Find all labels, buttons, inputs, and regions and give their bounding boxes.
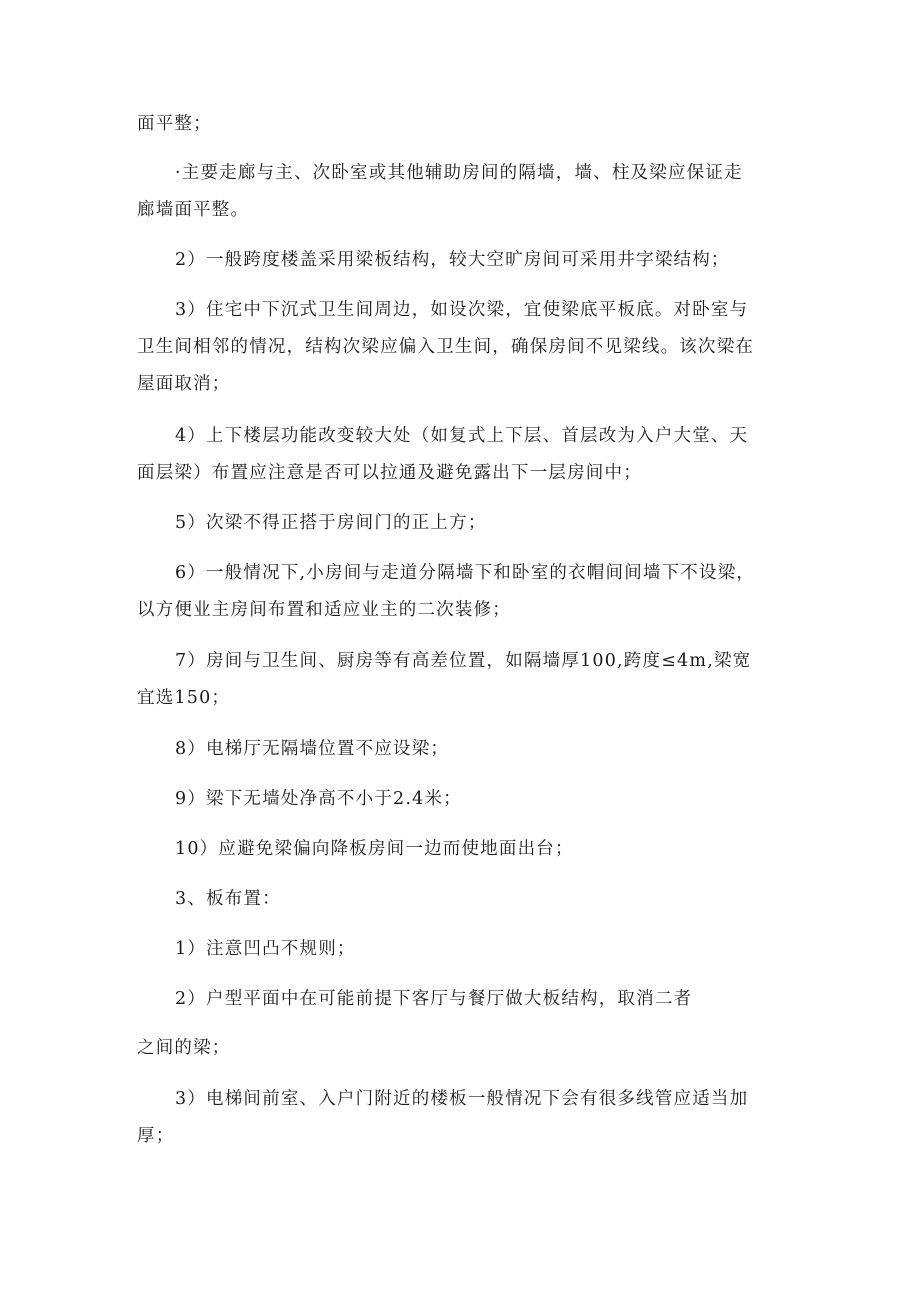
text-line: 3）电梯间前室、入户门附近的楼板一般情况下会有很多线管应适当加	[175, 1089, 749, 1109]
text-line: 面层梁）布置应注意是否可以拉通及避免露出下一层房间中；	[137, 463, 642, 483]
text-line: 之间的梁；	[137, 1038, 231, 1058]
text-line: 3、板布置：	[175, 889, 281, 909]
paragraph-slab-item-3	[137, 1081, 797, 1155]
text-line: 5）次梁不得正搭于房间门的正上方；	[175, 513, 487, 533]
paragraph-item-3	[137, 292, 797, 403]
text-line: 9）梁下无墙处净高不小于2.4米；	[175, 789, 462, 809]
text-line: 卫生间相邻的情况，结构次梁应偏入卫生间，确保房间不见梁线。该次梁在	[137, 337, 755, 357]
section-heading-slab-layout	[137, 881, 797, 918]
paragraph-item-2	[137, 242, 797, 279]
paragraph-slab-item-2	[137, 981, 797, 1018]
text-line: 厚；	[137, 1126, 175, 1146]
paragraph-slab-item-1	[137, 931, 797, 968]
text-line: 6）一般情况下,小房间与走道分隔墙下和卧室的衣帽间间墙下不设梁，	[175, 563, 756, 583]
paragraph-item-7	[137, 643, 797, 717]
text-line: 4）上下楼层功能改变较大处（如复式上下层、首层改为入户大堂、天	[175, 426, 749, 446]
text-line: 1）注意凹凸不规则；	[175, 939, 356, 959]
paragraph-item-10	[137, 831, 797, 868]
text-line: 2）户型平面中在可能前提下客厅与餐厅做大板结构，取消二者	[175, 989, 693, 1009]
text-line: 3）住宅中下沉式卫生间周边，如设次梁，宜使梁底平板底。对卧室与	[175, 300, 749, 320]
text-line: 以方便业主房间布置和适应业主的二次装修；	[137, 600, 511, 620]
paragraph-corridor-wall	[137, 155, 797, 229]
paragraph-slab-item-2-continued	[137, 1030, 797, 1067]
text-line: ·主要走廊与主、次卧室或其他辅助房间的隔墙，墙、柱及梁应保证走	[175, 163, 743, 183]
text-line: 7）房间与卫生间、厨房等有高差位置，如隔墙厚100,跨度≤4m,梁宽	[175, 651, 752, 671]
paragraph-item-9	[137, 781, 797, 818]
text-line: 屋面取消；	[137, 374, 231, 394]
text-line: 8）电梯厅无隔墙位置不应设梁；	[175, 739, 450, 759]
paragraph-continuation	[137, 106, 797, 143]
text-line: 宜选150；	[137, 688, 231, 708]
text-line: 2）一般跨度楼盖采用梁板结构，较大空旷房间可采用井字梁结构；	[175, 250, 730, 270]
paragraph-item-4	[137, 418, 797, 492]
paragraph-item-6	[137, 555, 797, 629]
text-line: 面平整；	[137, 114, 212, 134]
text-line: 廊墙面平整。	[137, 200, 250, 220]
text-line: 10）应避免梁偏向降板房间一边而使地面出台；	[175, 839, 574, 859]
paragraph-item-8	[137, 731, 797, 768]
paragraph-item-5	[137, 505, 797, 542]
